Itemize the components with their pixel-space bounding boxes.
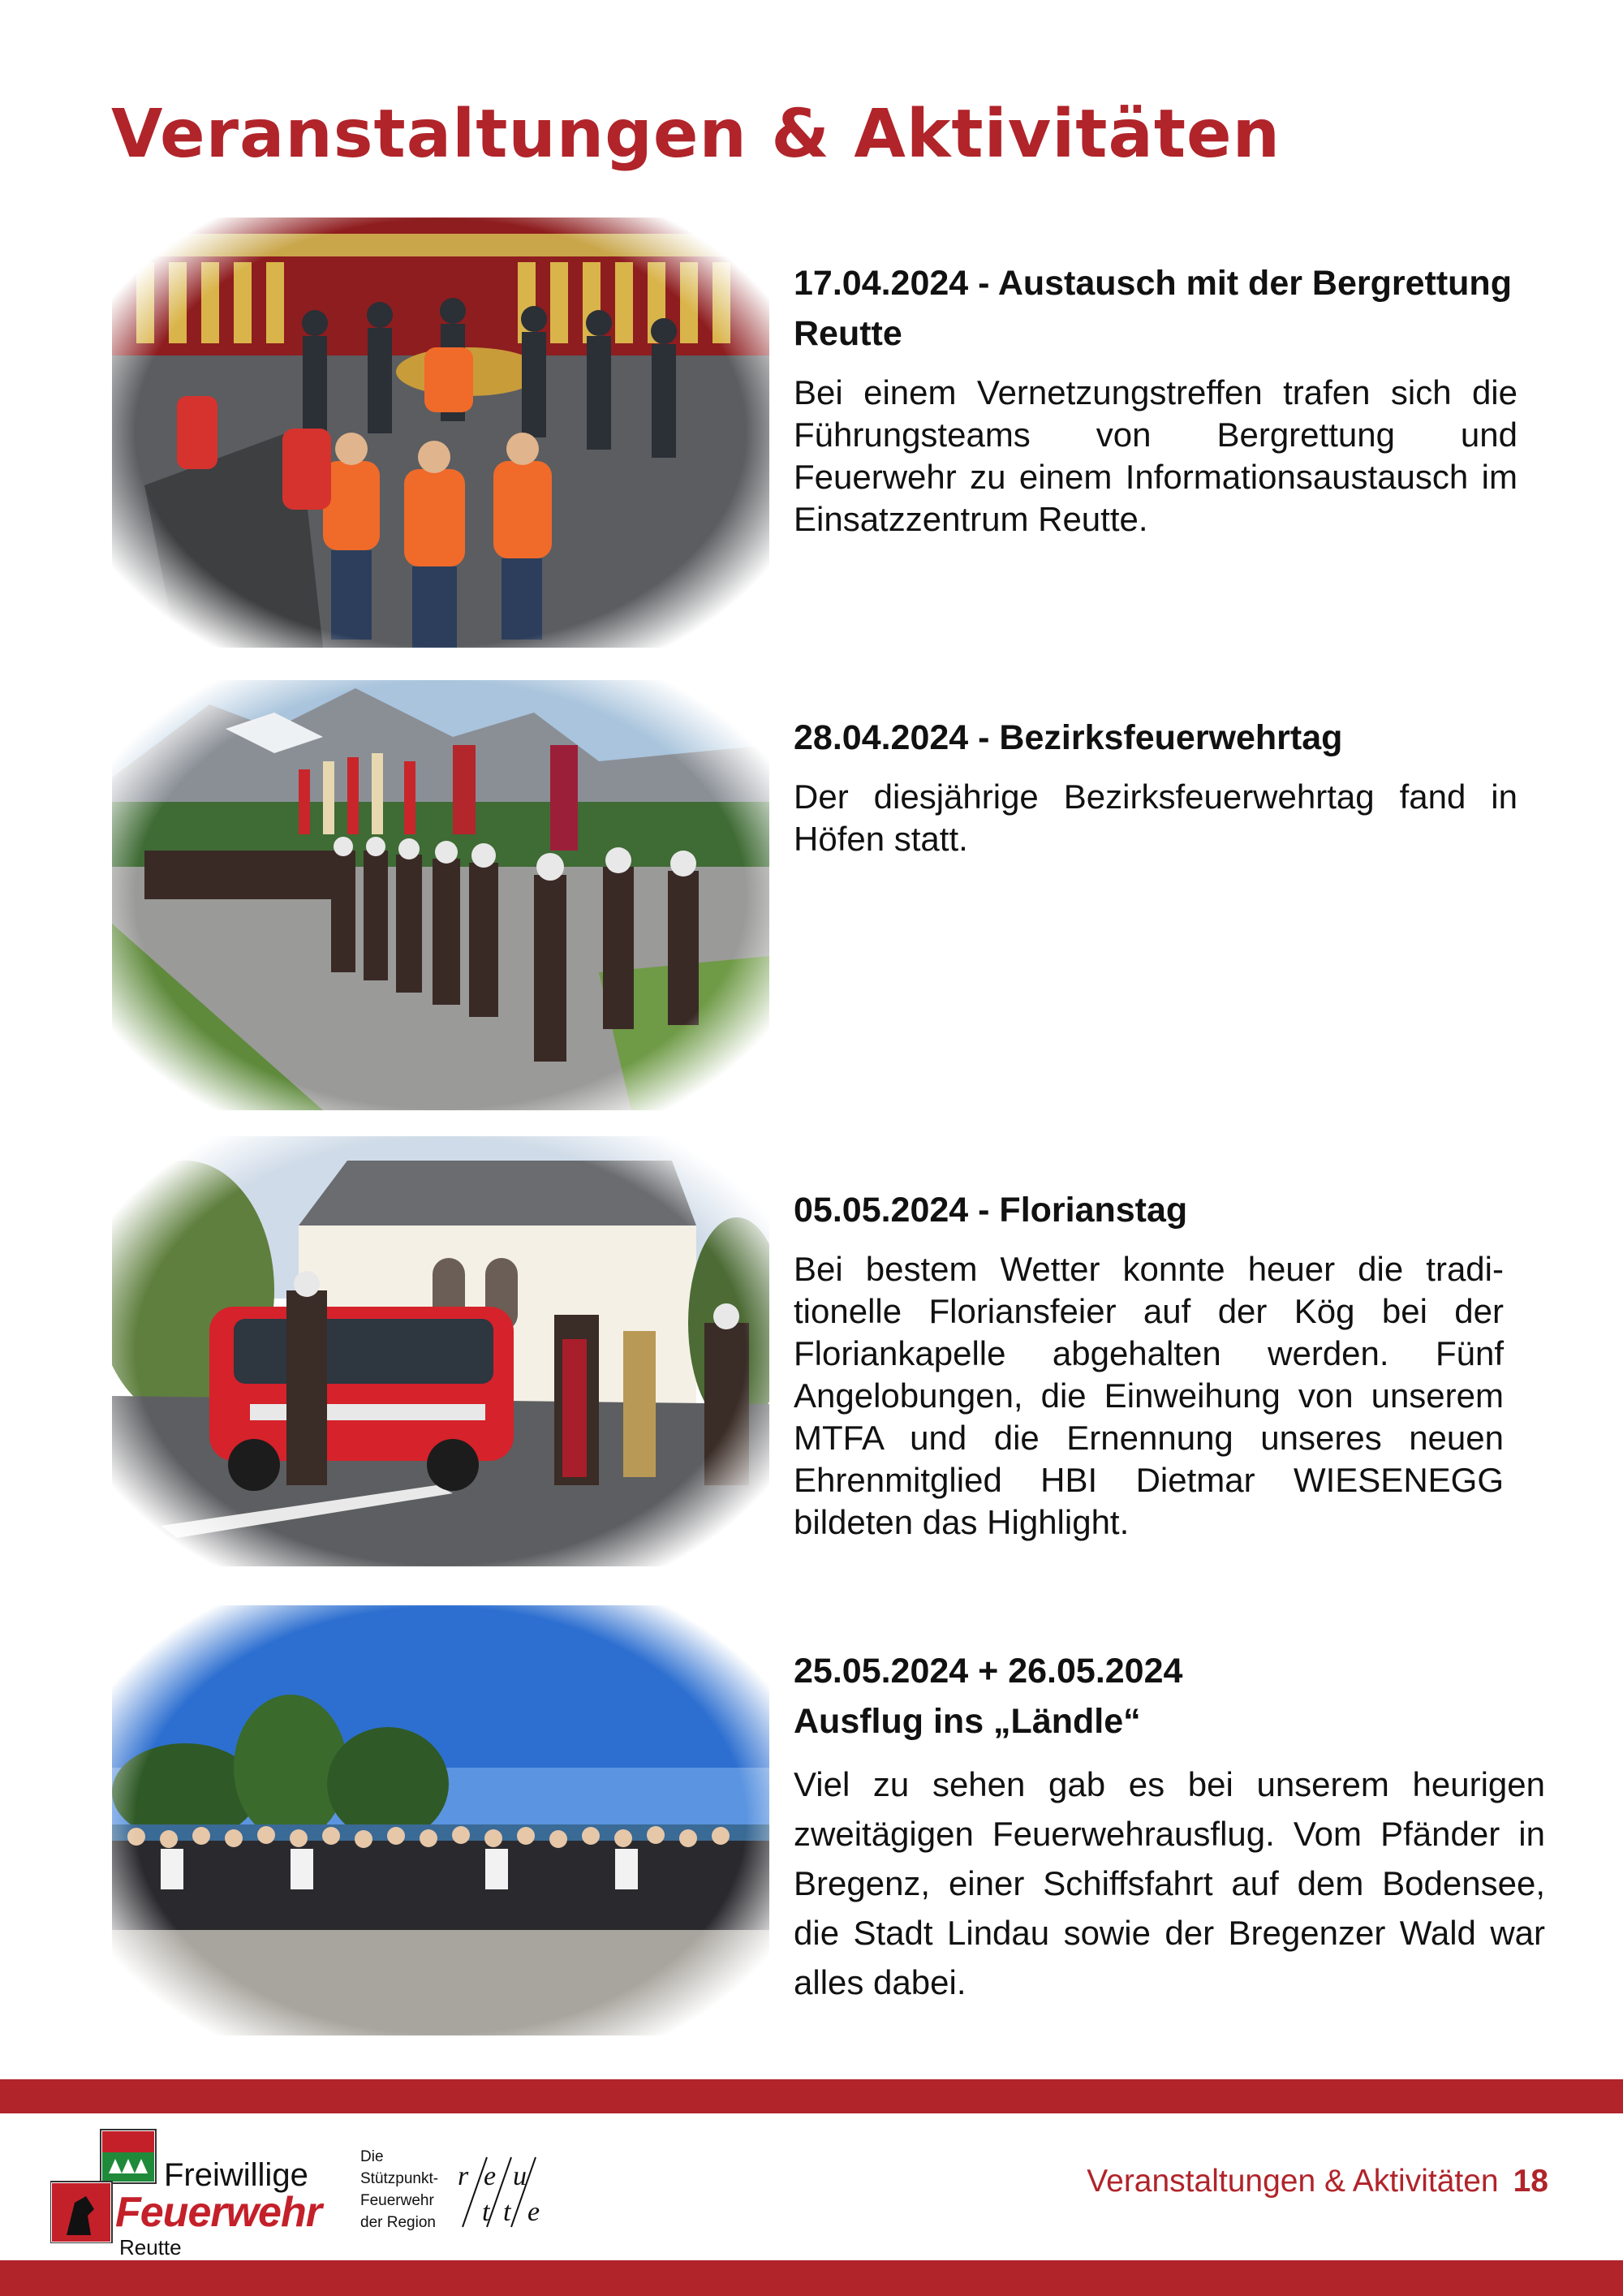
entry-title: 17.04.2024 - Austausch mit der Bergrettung Reutte [794,264,1512,353]
svg-text:u: u [513,2161,527,2191]
footer-bottom-band [0,2260,1623,2296]
entry-title: 25.05.2024 + 26.05.2024 [794,1652,1183,1691]
slogan-line: Stützpunkt- [360,2170,439,2187]
page-title: Veranstaltungen & Aktivitäten [111,96,1281,173]
footer-section-title: Veranstaltungen & Aktivitäten [1087,2164,1499,2199]
entry-subtitle: Ausflug ins „Ländle“ [794,1702,1141,1741]
entry-body: Bei einem Vernetzungstreffen trafen sich die Führungsteams von Bergrettung und Feuerwehr zu einem Informationsaustausch im Einsatzzentrum Reutte. [794,373,1518,538]
entry-body: Der diesjährige Bezirksfeuerwehrtag fand in Höfen statt. [794,778,1518,858]
reutte-wordmark-icon [454,2156,552,2229]
svg-text:t: t [482,2197,490,2227]
svg-text:e: e [484,2161,497,2191]
footer [0,2113,1623,2259]
logo-line-3: Reutte [119,2235,182,2259]
logo-line-2: Feuerwehr [115,2189,321,2236]
entry-body: Bei bestem Wetter konnte heuer die traditionelle Floriansfeier auf der Kög bei der Floriankapelle abgehalten werden. Fünf Angelobungen, die Einweihung von unserem MTFA und die Ernennung unseres neuen Ehrenmitglied HBI Dietmar WIESENEGG bildeten das Highlight. [794,1250,1504,1541]
entry-body: Viel zu sehen gab es bei unserem heurigen zweitägigen Feuerwehrausflug. Vom Pfänder in Bregenz, einer Schiffsfahrt auf dem Bodensee, die Stadt Lindau sowie der Bregenzer Wald war alles dabei. [794,1765,1545,2001]
photo-ausflug-laendle [112,1605,769,2035]
entry-florianstag [794,1185,1504,1544]
svg-text:e: e [527,2197,540,2227]
page-number: 18 [1513,2164,1548,2199]
footer-top-band [0,2079,1623,2113]
svg-text:r: r [458,2161,469,2191]
logo-line-1: Freiwillige [164,2157,308,2193]
slogan-line: der Region [360,2214,436,2231]
photo-bergrettung-meeting [112,218,769,648]
svg-text:t: t [503,2197,511,2227]
slogan [360,2146,438,2234]
entry-title: 05.05.2024 - Florianstag [794,1191,1188,1230]
entry-bergrettung [794,258,1518,541]
entry-title: 28.04.2024 - Bezirksfeuerwehrtag [794,718,1343,757]
slogan-line: Feuerwehr [360,2192,434,2209]
feuerwehr-logo [50,2122,334,2259]
photo-bezirksfeuerwehrtag [112,680,769,1110]
entry-bezirksfeuerwehrtag [794,713,1518,860]
entry-ausflug [794,1646,1545,2007]
slogan-line: Die [360,2148,384,2165]
footer-section-label [1087,2164,1548,2199]
photo-florianstag [112,1136,769,1566]
